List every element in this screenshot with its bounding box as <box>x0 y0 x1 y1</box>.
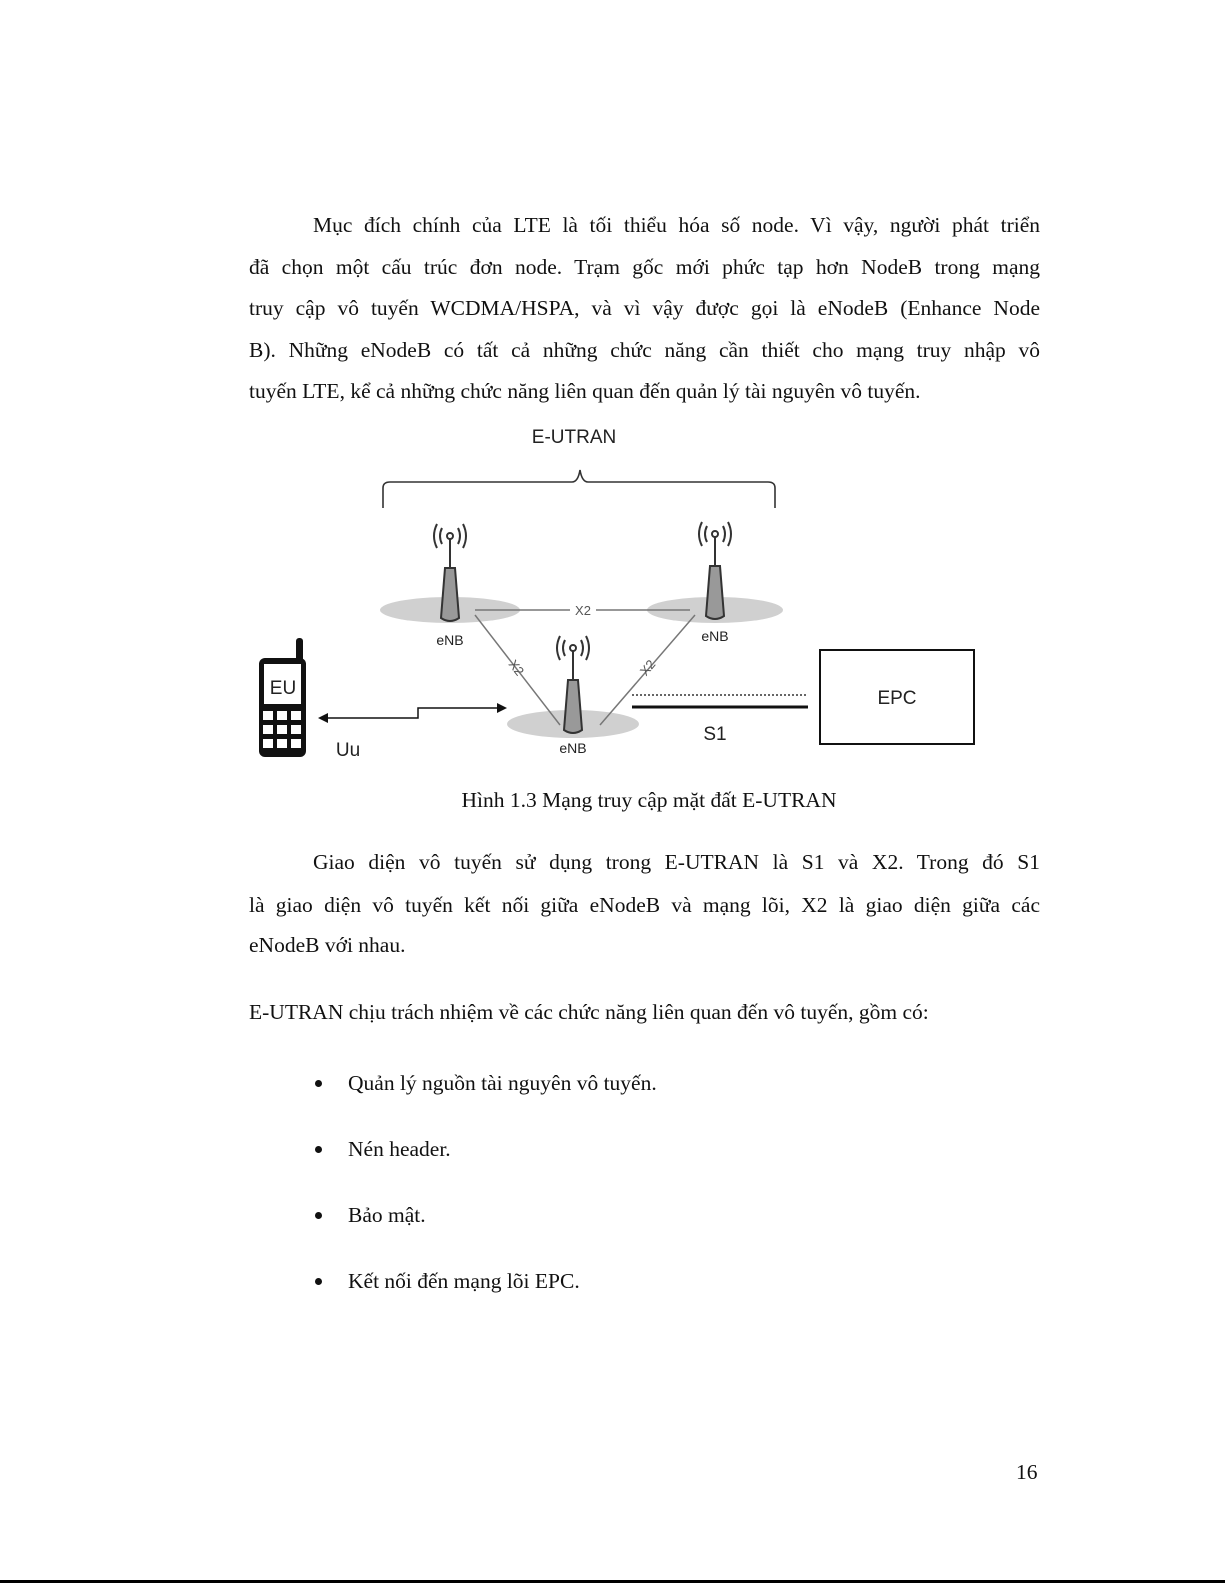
enb-label: eNB <box>436 632 464 648</box>
list-item <box>315 1268 580 1294</box>
paragraph-line: tuyến LTE, kể cả những chức năng liên quan đến quản lý tài nguyên vô tuyến. <box>249 379 921 403</box>
paragraph-line: Giao diện vô tuyến sử dụng trong E-UTRAN là S1 và X2. Trong đó S1 <box>313 850 1040 874</box>
e-utran-label: E-UTRAN <box>531 427 617 448</box>
uu-label: Uu <box>335 740 361 761</box>
paragraph-line: đã chọn một cấu trúc đơn node. Trạm gốc mới phức tạp hơn NodeB trong mạng <box>249 255 1040 279</box>
paragraph-line: truy cập vô tuyến WCDMA/HSPA, và vì vậy được gọi là eNodeB (Enhance Node <box>249 296 1040 320</box>
list-item <box>315 1202 426 1228</box>
list-item <box>315 1070 657 1096</box>
list-item <box>315 1136 451 1162</box>
x2-label: X2 <box>505 656 528 679</box>
paragraph-line: eNodeB với nhau. <box>249 933 406 957</box>
page-number: 16 <box>1016 1460 1038 1484</box>
paragraph-line: là giao diện vô tuyến kết nối giữa eNodeB và mạng lõi, X2 là giao diện giữa các <box>249 893 1040 917</box>
list-item-text: Nén header. <box>348 1137 451 1161</box>
divider <box>0 1580 1225 1583</box>
list-item-text: Kết nối đến mạng lõi EPC. <box>348 1269 580 1293</box>
paragraph-line: B). Những eNodeB có tất cả những chức năng cần thiết cho mạng truy nhập vô <box>249 338 1040 362</box>
x2-label: X2 <box>636 656 659 679</box>
bullet-icon <box>315 1212 322 1219</box>
bullet-icon <box>315 1278 322 1285</box>
bullet-icon <box>315 1146 322 1153</box>
epc-label: EPC <box>877 688 917 709</box>
bullet-icon <box>315 1080 322 1087</box>
list-intro: E-UTRAN chịu trách nhiệm về các chức năng liên quan đến vô tuyến, gồm có: <box>249 1000 929 1024</box>
arrowhead-icon <box>318 703 507 723</box>
paragraph-line: Mục đích chính của LTE là tối thiểu hóa số node. Vì vậy, người phát triển <box>313 213 1040 237</box>
ue-label: EU <box>269 678 297 699</box>
enb-label: eNB <box>701 628 729 644</box>
brace <box>383 470 775 508</box>
list-item-text: Bảo mật. <box>348 1203 426 1227</box>
s1-label: S1 <box>703 724 727 745</box>
list-item-text: Quản lý nguồn tài nguyên vô tuyến. <box>348 1071 657 1095</box>
figure-caption: Hình 1.3 Mạng truy cập mặt đất E-UTRAN <box>461 788 837 812</box>
x2-label: X2 <box>575 603 591 618</box>
uu-link <box>326 708 500 718</box>
enb-label: eNB <box>559 740 587 756</box>
